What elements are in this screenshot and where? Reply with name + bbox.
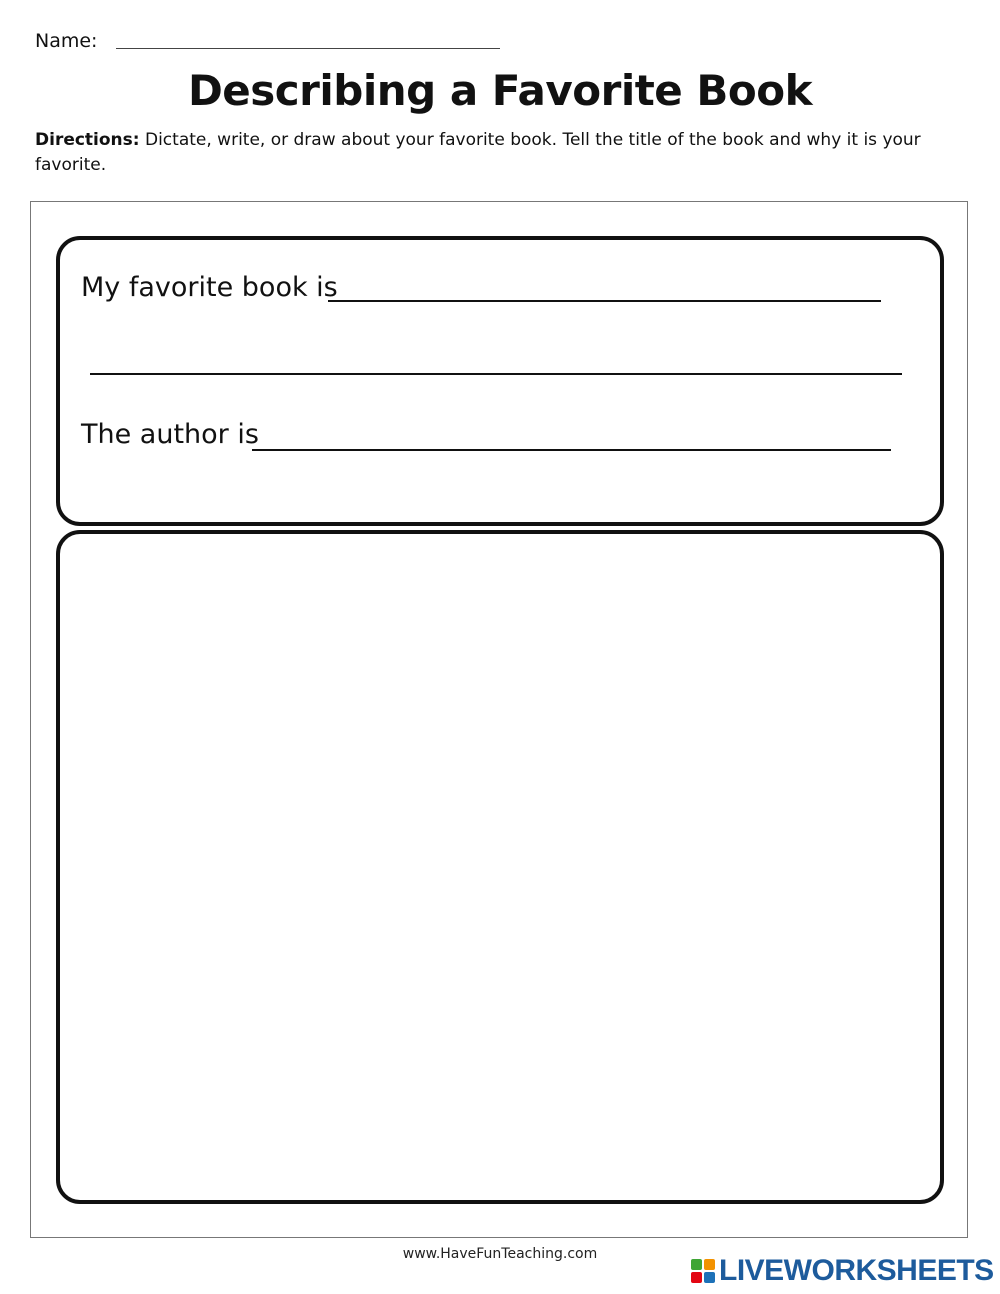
drawing-area[interactable] xyxy=(56,530,944,1204)
liveworksheets-logo xyxy=(691,1254,994,1288)
liveworksheets-brand-text: LIVEWORKSHEETS xyxy=(719,1254,994,1287)
directions xyxy=(35,128,955,178)
directions-text: Dictate, write, or draw about your favorite book. Tell the title of the book and why it is your favorite. xyxy=(35,130,921,175)
favorite-book-line-1[interactable] xyxy=(328,300,881,302)
liveworksheets-mark-icon xyxy=(691,1259,715,1283)
directions-label: Directions: xyxy=(35,130,140,150)
author-prompt: The author is xyxy=(81,419,259,450)
name-label: Name: xyxy=(35,30,98,52)
favorite-book-prompt: My favorite book is xyxy=(81,272,338,303)
favorite-book-line-2[interactable] xyxy=(90,373,902,375)
footer-url: www.HaveFunTeaching.com xyxy=(402,1246,598,1262)
name-input-line[interactable] xyxy=(116,48,500,49)
name-row xyxy=(35,30,97,52)
page-title: Describing a Favorite Book xyxy=(187,66,813,115)
author-line[interactable] xyxy=(252,449,891,451)
